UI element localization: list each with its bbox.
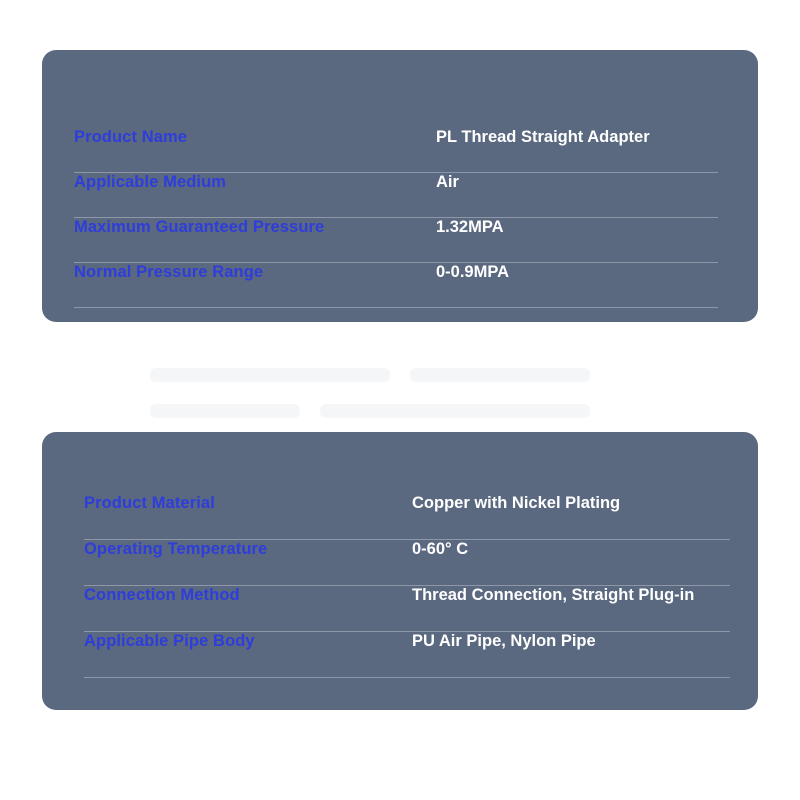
spec-value: 0-0.9MPA — [436, 263, 510, 281]
table-row — [74, 263, 718, 308]
table-row — [84, 586, 730, 632]
spec-value: PU Air Pipe, Nylon Pipe — [412, 632, 596, 650]
spec-label: Connection Method — [84, 586, 240, 604]
spec-label: Applicable Pipe Body — [84, 632, 255, 650]
background-streak — [410, 368, 590, 382]
spec-label: Applicable Medium — [74, 173, 227, 191]
background-streak — [150, 404, 300, 418]
spec-value: PL Thread Straight Adapter — [436, 128, 650, 146]
background-streak — [150, 368, 390, 382]
spec-value: Air — [436, 173, 459, 191]
spec-label: Maximum Guaranteed Pressure — [74, 218, 325, 236]
spec-label: Product Name — [74, 128, 188, 146]
spec-label: Operating Temperature — [84, 540, 268, 558]
background-streak — [320, 404, 590, 418]
table-row — [84, 632, 730, 678]
spec-table-general — [42, 50, 758, 322]
spec-value: 1.32MPA — [436, 218, 504, 236]
table-row — [84, 540, 730, 586]
spec-value: Thread Connection, Straight Plug-in — [412, 586, 695, 604]
table-row — [74, 128, 718, 173]
table-row — [74, 218, 718, 263]
table-row — [84, 494, 730, 540]
spec-value: 0-60° C — [412, 540, 469, 558]
table-row — [74, 173, 718, 218]
spec-label: Product Material — [84, 494, 215, 512]
spec-label: Normal Pressure Range — [74, 263, 264, 281]
spec-value: Copper with Nickel Plating — [412, 494, 621, 512]
spec-table-material — [42, 432, 758, 710]
